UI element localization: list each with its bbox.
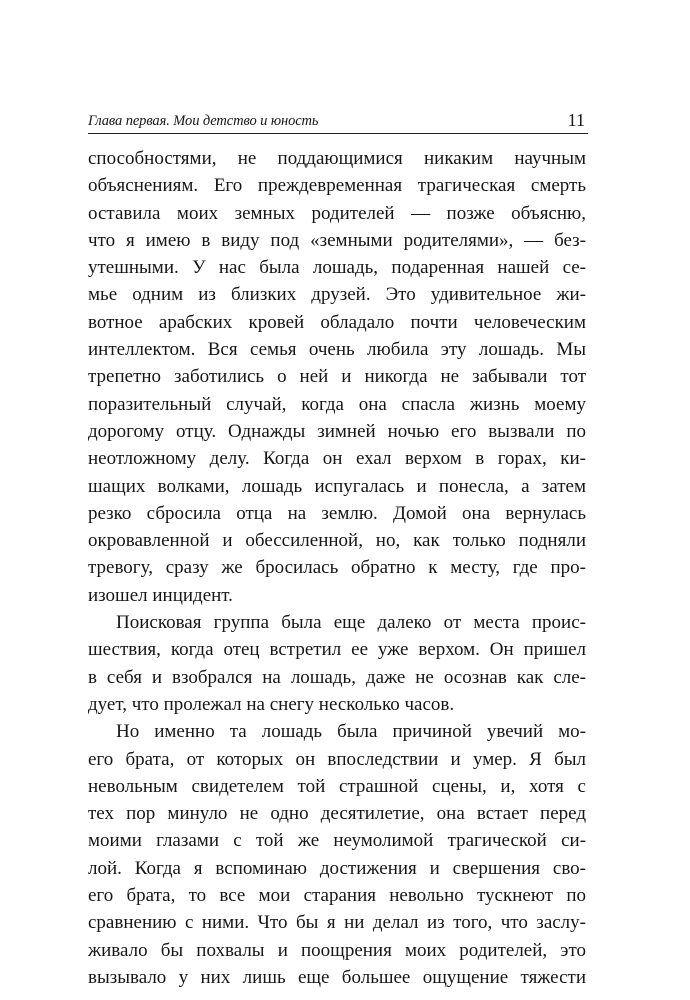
text-line: тех пор минуло не одно десятилетие, она встает перед [88, 803, 586, 825]
text-line: объяснениям. Его преждевременная трагическая смерть [88, 175, 586, 197]
text-line: шествия, когда отец встретил ее уже верхом. Он пришел [88, 639, 586, 661]
header-rule [88, 133, 588, 134]
paragraph [88, 145, 586, 609]
text-line: способностями, не поддающимися никаким научным [88, 148, 586, 169]
text-line: его брата, от которых он впоследствии и умер. Я был [88, 748, 586, 770]
text-line: неотложному делу. Когда он ехал верхом в горах, ки- [88, 448, 586, 470]
text-line: изошел инцидент. [88, 584, 233, 606]
chapter-title: Глава первая. Мои детство и юность [88, 113, 319, 129]
text-line: интеллектом. Вся семья очень любила эту лошадь. Мы [88, 339, 586, 361]
text-line: Но именно та лошадь была причиной увечий мо- [116, 721, 586, 743]
text-line: моими глазами с той же неумолимой трагической си- [88, 830, 586, 852]
text-line: живало бы похвалы и поощрения моих родителей, это [88, 939, 586, 961]
text-line: лой. Когда я вспоминаю достижения и свершения сво- [88, 857, 586, 879]
running-header [88, 110, 588, 132]
text-line: трепетно заботились о ней и никогда не забывали тот [88, 366, 586, 388]
body-text [88, 145, 586, 991]
paragraph [88, 718, 586, 991]
text-line: мье одним из близких друзей. Это удивительное жи- [88, 284, 586, 306]
text-line: окровавленной и обессиленной, но, как только подняли [88, 530, 586, 552]
text-line: шащих волками, лошадь испугалась и понесла, а затем [88, 475, 586, 497]
text-line: вотное арабских кровей обладало почти человеческим [88, 311, 586, 333]
text-line: оставила моих земных родителей — позже объясню, [88, 202, 586, 224]
text-line: что я имею в виду под «земными родителями», — без- [88, 229, 586, 251]
text-line: вызывало у них лишь еще большее ощущение тяжести [88, 966, 586, 988]
text-line: дорогому отцу. Однажды зимней ночью его вызвали по [88, 420, 586, 442]
text-line: дует, что пролежал на снегу несколько часов. [88, 693, 455, 715]
text-line: невольным свидетелем той страшной сцены, и, хотя с [88, 775, 586, 797]
text-line: резко сбросила отца на землю. Домой она вернулась [88, 502, 586, 524]
text-line: утешными. У нас была лошадь, подаренная нашей се- [88, 257, 586, 279]
paragraph [88, 609, 586, 718]
page-number: 11 [567, 110, 585, 130]
text-line: поразительный случай, когда она спасла жизнь моему [88, 393, 586, 415]
text-line: в себя и взобрался на лошадь, даже не осознав как сле- [88, 666, 586, 688]
text-line: сравнению с ними. Что бы я ни делал из того, что заслу- [88, 912, 586, 934]
text-line: его брата, то все мои старания невольно тускнеют по [88, 885, 586, 907]
text-line: тревогу, сразу же бросилась обратно к месту, где про- [88, 557, 586, 579]
text-line: Поисковая группа была еще далеко от места проис- [116, 612, 586, 634]
